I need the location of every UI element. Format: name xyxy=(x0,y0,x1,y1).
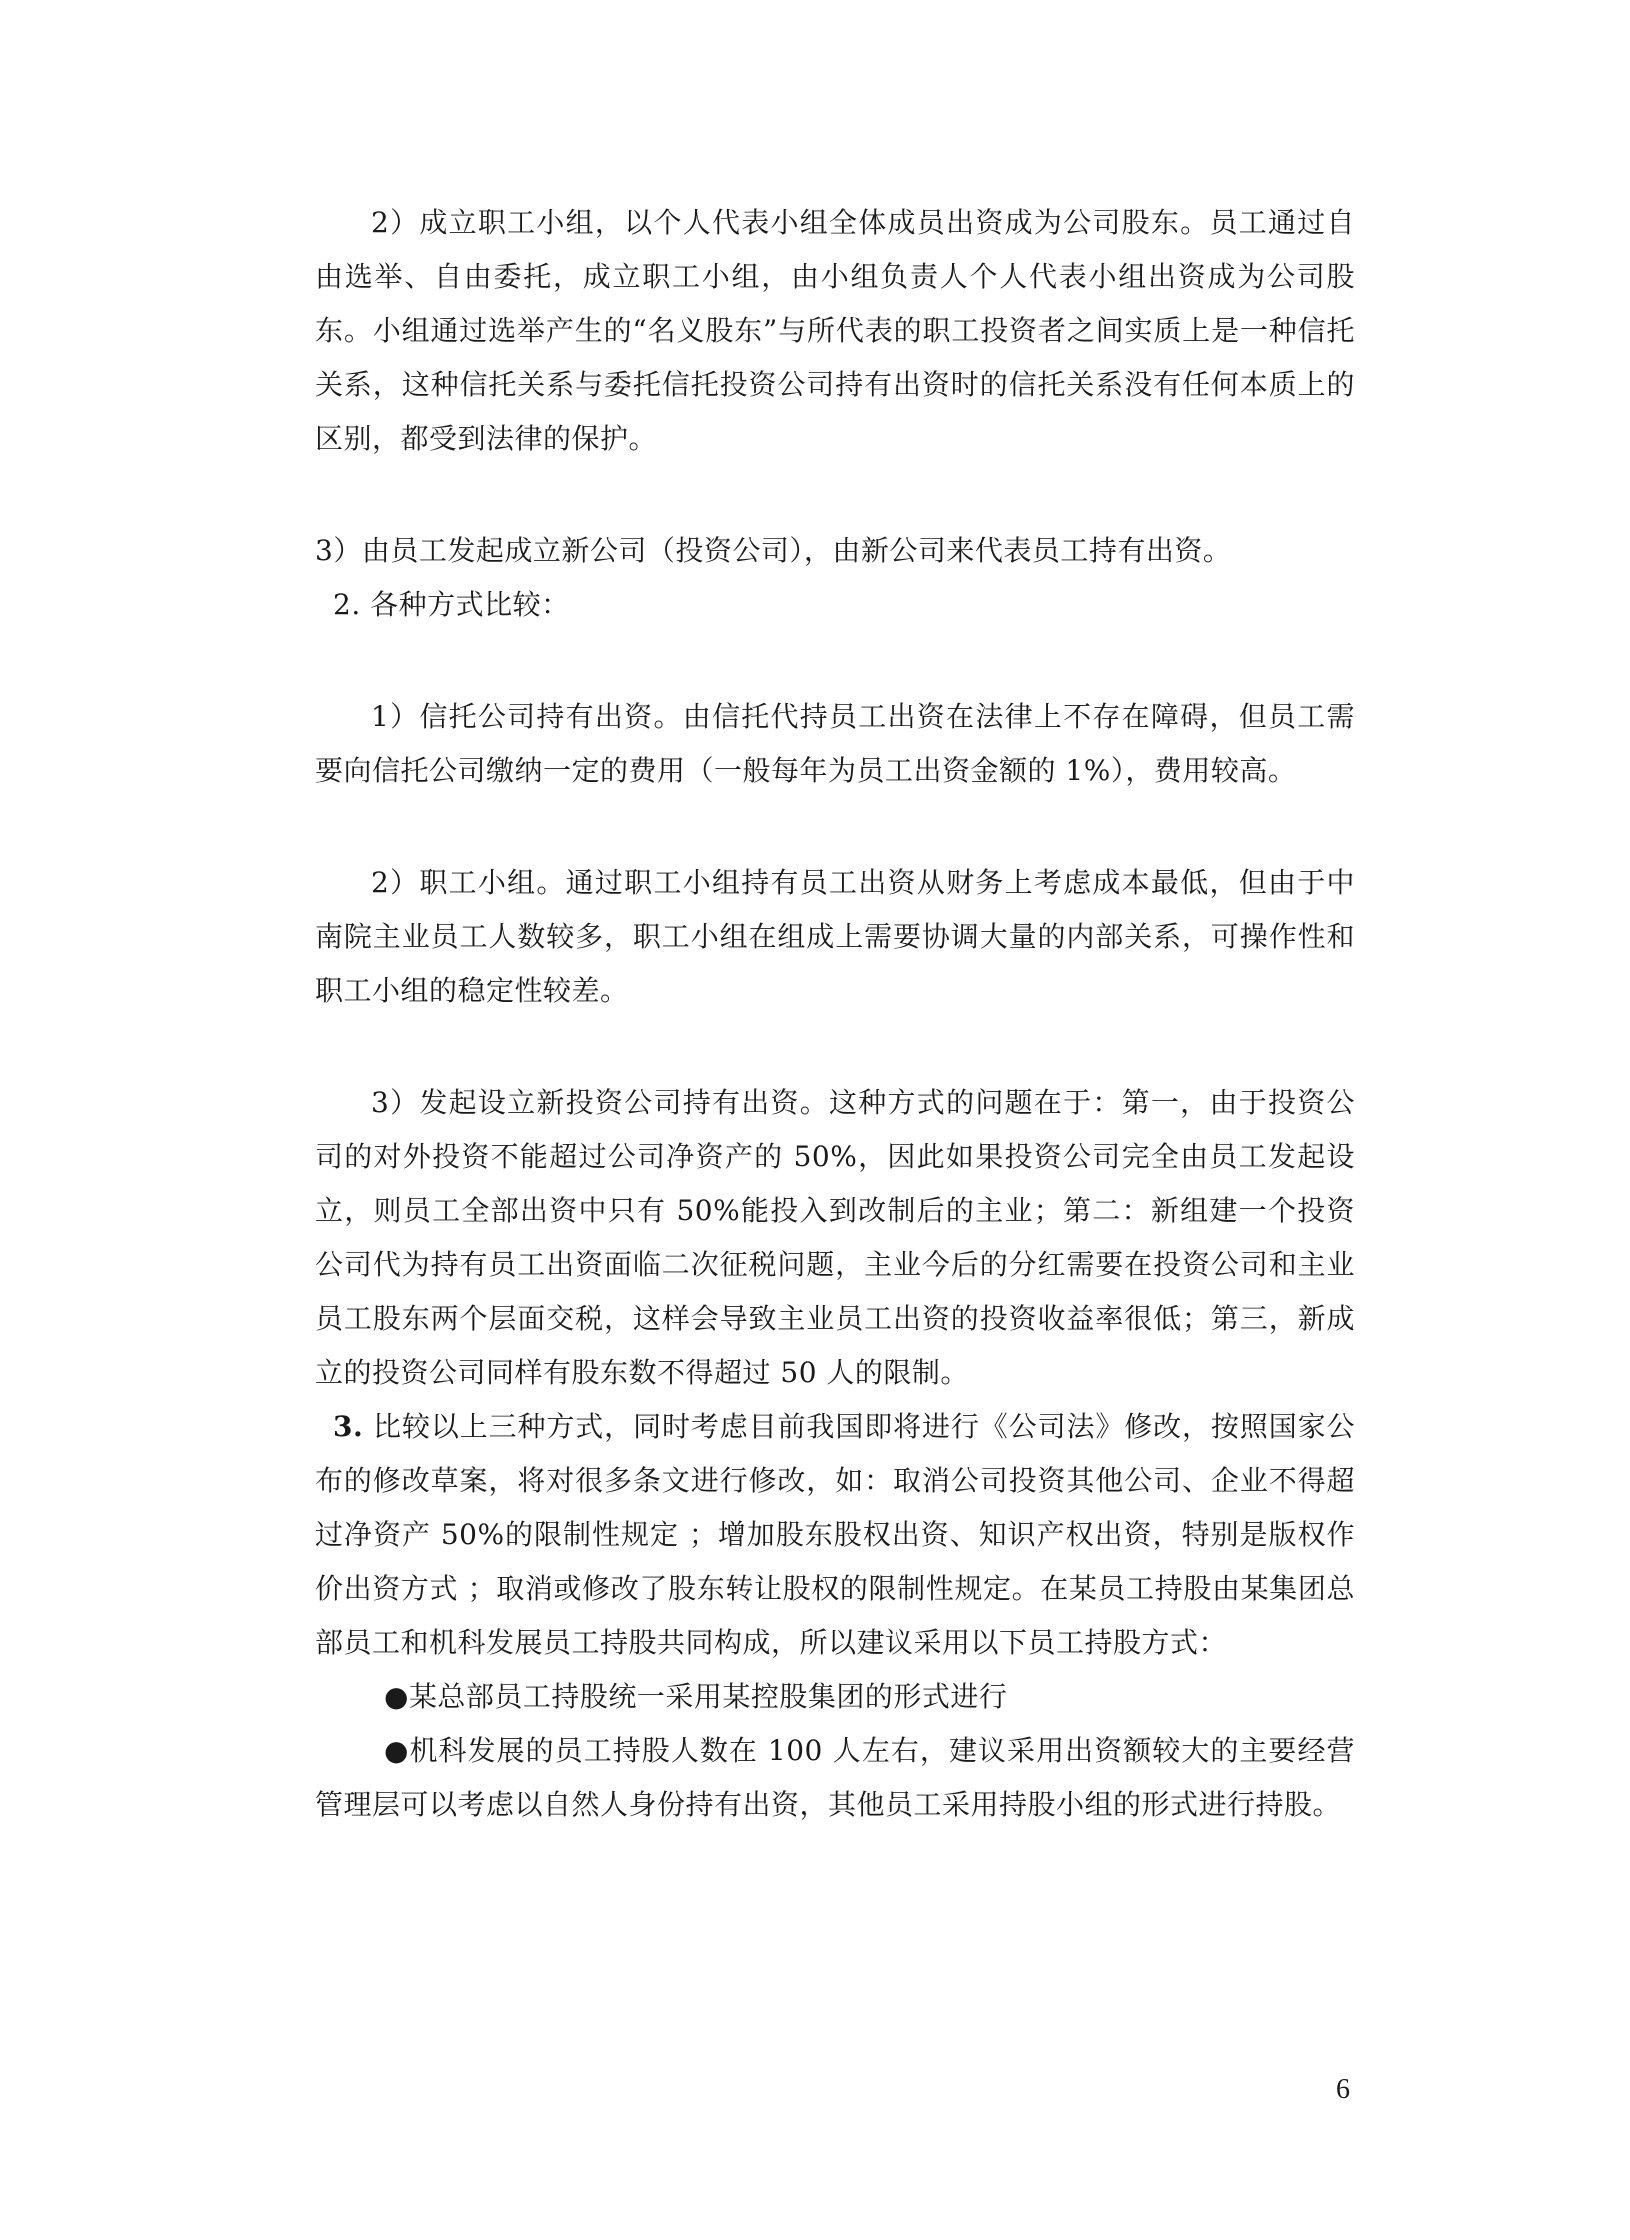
paragraph-item-3-new-company: 3）由员工发起成立新公司（投资公司），由新公司来代表员工持有出资。 xyxy=(315,534,1232,567)
paragraph-compare-employee-group: 2）职工小组。通过职工小组持有员工出资从财务上考虑成本最低，但由于中南院主业员工人数较多，职工小组在组成上需要协调大量的内部关系，可操作性和职工小组的稳定性较差。 xyxy=(315,866,1355,1007)
paragraph-recommendation xyxy=(315,1400,1355,1670)
heading-3-text: 比较以上三种方式，同时考虑目前我国即将进行《公司法》修改，按照国家公布的修改草案，将对很多条文进行修改，如：取消公司投资其他公司、企业不得超过净资产 50%的限制性规定 ；增加股东股权出资、知识产权出资，特别是版权作价出资方式 ；取消或修改了股东转让股权的限制性规定。在某员工持股由某集团总部员工和机科发展员工持股共同构成，所以建议采用以下员工持股方式： xyxy=(315,1410,1355,1659)
bullet-item-jike-development: ●机科发展的员工持股人数在 100 人左右，建议采用出资额较大的主要经营管理层可以考虑以自然人身份持有出资，其他员工采用持股小组的形式进行持股。 xyxy=(315,1734,1355,1821)
paragraph-compare-investment-company: 3）发起设立新投资公司持有出资。这种方式的问题在于：第一，由于投资公司的对外投资不能超过公司净资产的 50%，因此如果投资公司完全由员工发起设立，则员工全部出资中只有 50%能投入到改制后的主业；第二：新组建一个投资公司代为持有员工出资面临二次征税问题，主业今后的分红需要在投资公司和主业员工股东两个层面交税，这样会导致主业员工出资的投资收益率很低；第三，新成立的投资公司同样有股东数不得超过 50 人的限制。 xyxy=(315,1086,1355,1389)
paragraph-compare-trust: 1）信托公司持有出资。由信托代持员工出资在法律上不存在障碍，但员工需要向信托公司缴纳一定的费用（一般每年为员工出资金额的 1%），费用较高。 xyxy=(315,700,1355,787)
heading-comparison: 2. 各种方式比较： xyxy=(333,588,570,621)
document-body xyxy=(315,196,1355,1832)
heading-3-number: 3. xyxy=(333,1410,364,1443)
paragraph-item-2-employee-group: 2）成立职工小组，以个人代表小组全体成员出资成为公司股东。员工通过自由选举、自由委托，成立职工小组，由小组负责人个人代表小组出资成为公司股东。小组通过选举产生的“名义股东”与所代表的职工投资者之间实质上是一种信托关系，这种信托关系与委托信托投资公司持有出资时的信托关系没有任何本质上的区别，都受到法律的保护。 xyxy=(315,206,1355,455)
bullet-item-headquarters: ●某总部员工持股统一采用某控股集团的形式进行 xyxy=(384,1680,1008,1713)
page-number: 6 xyxy=(1336,2074,1350,2105)
